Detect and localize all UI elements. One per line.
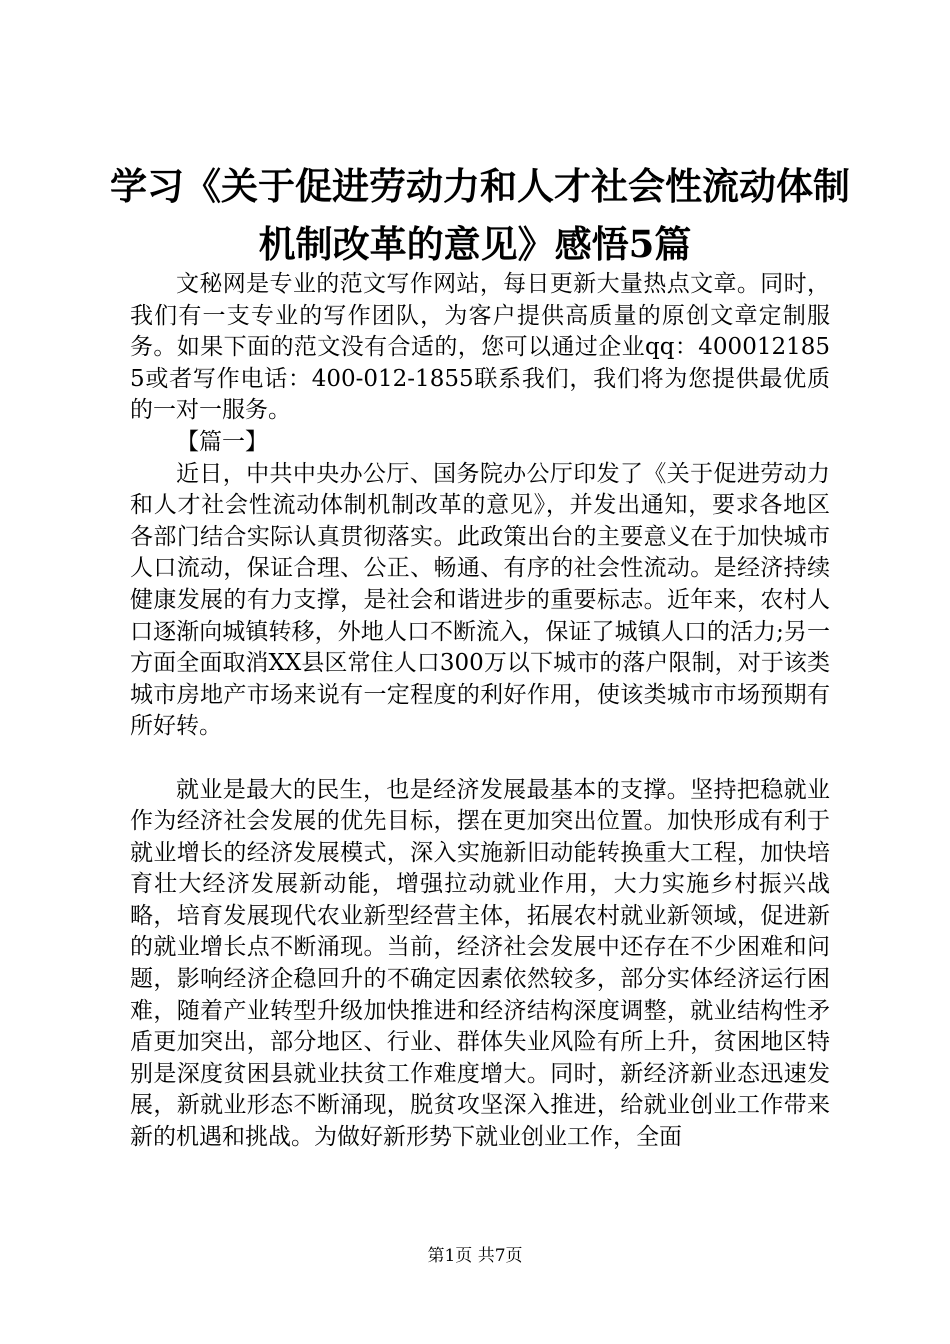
body-paragraph-2: 就业是最大的民生，也是经济发展最基本的支撑。坚持把稳就业作为经济社会发展的优先目标，摆在更加突出位置。加快形成有利于就业增长的经济发展模式，深入实施新旧动能转换重大工程，加快培育壮大经济发展新动能，增强拉动就业作用，大力实施乡村振兴战略，培育发展现代农业新型经营主体，拓展农村就业新领域，促进新的就业增长点不断涌现。当前，经济社会发展中还存在不少困难和问题，影响经济企稳回升的不确定因素依然较多，部分实体经济运行困难，随着产业转型升级加快推进和经济结构深度调整，就业结构性矛盾更加突出，部分地区、行业、群体失业风险有所上升，贫困地区特别是深度贫困县就业扶贫工作难度增大。同时，新经济新业态迅速发展，新就业形态不断涌现，脱贫攻坚深入推进，给就业创业工作带来新的机遇和挑战。为做好新形势下就业创业工作，全面 <box>130 776 830 1151</box>
body-paragraph-1: 近日，中共中央办公厅、国务院办公厅印发了《关于促进劳动力和人才社会性流动体制机制改革的意见》，并发出通知，要求各地区各部门结合实际认真贯彻落实。此政策出台的主要意义在于加快城市人口流动，保证合理、公正、畅通、有序的社会性流动。是经济持续健康发展的有力支撑，是社会和谐进步的重要标志。近年来，农村人口逐渐向城镇转移，外地人口不断流入，保证了城镇人口的活力;另一方面全面取消XX县区常住人口300万以下城市的落户限制，对于该类城市房地产市场来说有一定程度的利好作用，使该类城市市场预期有所好转。 <box>130 460 830 740</box>
paragraph-spacer <box>130 743 830 775</box>
page-footer: 第1页 共7页 <box>427 1246 523 1266</box>
document-title-line-2: 机制改革的意见》感悟5篇 <box>258 222 692 266</box>
intro-paragraph: 文秘网是专业的范文写作网站，每日更新大量热点文章。同时，我们有一支专业的写作团队，为客户提供高质量的原创文章定制服务。如果下面的范文没有合适的，您可以通过企业qq：4000121855或者写作电话：400-012-1855联系我们，我们将为您提供最优质的一对一服务。 <box>130 271 830 424</box>
document-body <box>130 269 830 1154</box>
section-heading: 【篇一】 <box>176 428 268 455</box>
document-title-line-1: 学习《关于促进劳动力和人才社会性流动体制 <box>110 164 850 208</box>
